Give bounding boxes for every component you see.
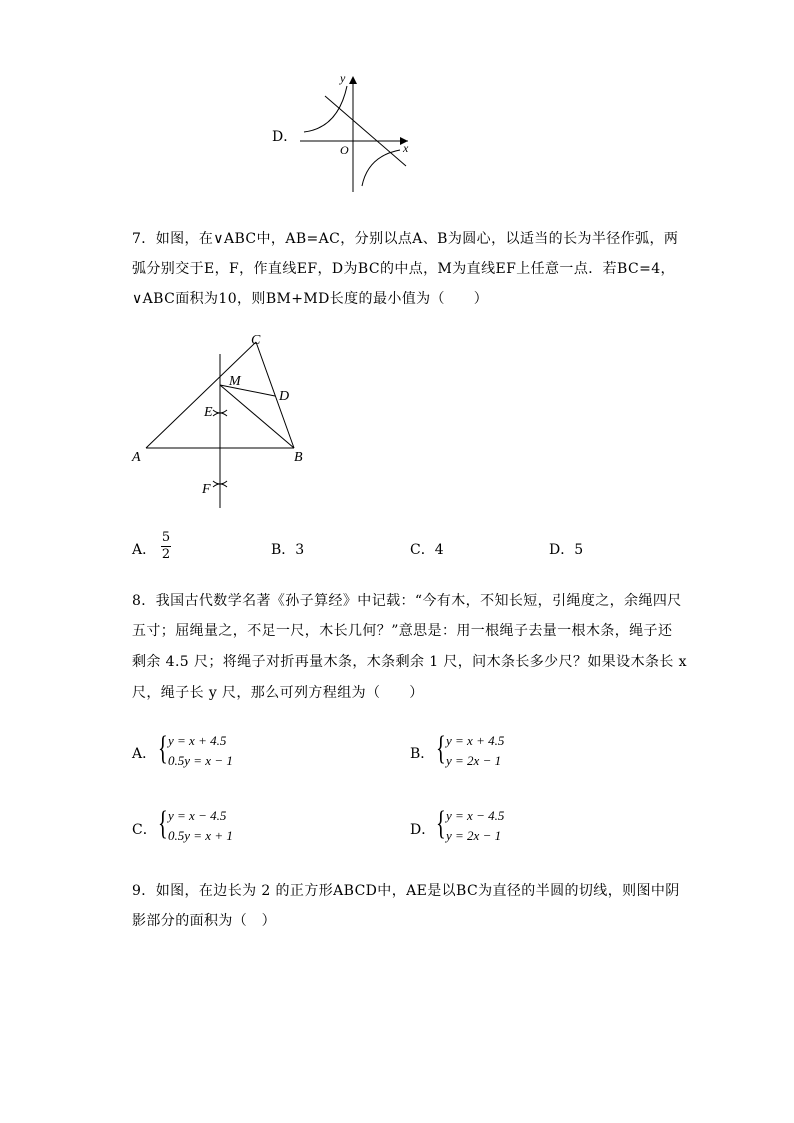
q7-option-d: D．5	[549, 542, 584, 558]
q8-text-line-2: 五寸；屈绳量之，不足一尺，木长几何？”意思是：用一根绳子去量一根木条，绳子还	[132, 623, 673, 639]
q7-label-c: C	[251, 333, 261, 348]
q8-option-a-eq2: 0.5y = x − 1	[168, 753, 233, 768]
q7-option-c: C．4	[410, 542, 444, 558]
q7-option-a-numerator: 5	[161, 530, 171, 545]
q7-label-a: A	[132, 450, 141, 465]
q8-option-d-eq1: y = x − 4.5	[446, 808, 505, 823]
q6-origin-label: O	[340, 143, 349, 157]
q6-option-d-label: D．	[272, 129, 298, 145]
q6-axis-x-label: x	[403, 141, 409, 155]
q8-option-a-label: A．	[132, 746, 157, 762]
q7-text-line-3: ∨ABC面积为10，则BM+MD长度的最小值为（ ）	[132, 291, 489, 307]
q8-option-c-eq2: 0.5y = x + 1	[168, 828, 233, 843]
q6-axis-y-label: y	[340, 71, 346, 85]
q7-label-b: B	[294, 450, 303, 465]
q8-option-a-eq1: y = x + 4.5	[168, 733, 227, 748]
q7-option-a-fraction	[160, 530, 172, 563]
q9-text-line-1: 9．如图，在边长为 2 的正方形ABCD中，AE是以BC为直径的半圆的切线，则图中阴	[132, 883, 680, 899]
q8-option-b-eq1: y = x + 4.5	[446, 733, 505, 748]
q9-text-line-2: 影部分的面积为（ ）	[132, 913, 276, 929]
q8-text-line-4: 尺，绳子长 y 尺，那么可列方程组为（ ）	[132, 685, 424, 701]
q8-text-line-3: 剩余 4.5 尺；将绳子对折再量木条，木条剩余 1 尺，问木条长多少尺？如果设木条长 x	[132, 654, 687, 670]
q8-text-line-1: 8．我国古代数学名著《孙子算经》中记载：“今有木，不知长短，引绳度之，余绳四尺	[132, 593, 682, 609]
q7-option-a-denominator: 2	[161, 547, 171, 562]
brace-icon: {	[158, 805, 168, 842]
q8-option-b-label: B．	[410, 746, 435, 762]
q7-text-line-2: 弧分别交于E，F，作直线EF，D为BC的中点，M为直线EF上任意一点．若BC=4，	[132, 261, 675, 277]
q7-option-a-label: A．	[132, 542, 157, 558]
q7-label-f: F	[202, 482, 211, 497]
q6-option-d-graph	[290, 68, 420, 196]
q7-triangle-figure	[128, 328, 318, 514]
brace-icon: {	[158, 730, 168, 767]
q7-label-d: D	[279, 389, 290, 404]
q7-label-e: E	[204, 405, 213, 420]
q8-option-d-label: D．	[410, 822, 436, 838]
q8-option-c-label: C．	[132, 822, 157, 838]
q7-label-m: M	[229, 374, 241, 389]
q8-option-c-eq1: y = x − 4.5	[168, 808, 227, 823]
brace-icon: {	[436, 805, 446, 842]
q8-option-d-eq2: y = 2x − 1	[446, 828, 502, 843]
q7-option-b: B．3	[271, 542, 305, 558]
q8-option-b-eq2: y = 2x − 1	[446, 753, 502, 768]
brace-icon: {	[436, 730, 446, 767]
q7-text-line-1: 7．如图，在∨ABC中，AB=AC，分别以点A、B为圆心，以适当的长为半径作弧，两	[132, 231, 679, 247]
